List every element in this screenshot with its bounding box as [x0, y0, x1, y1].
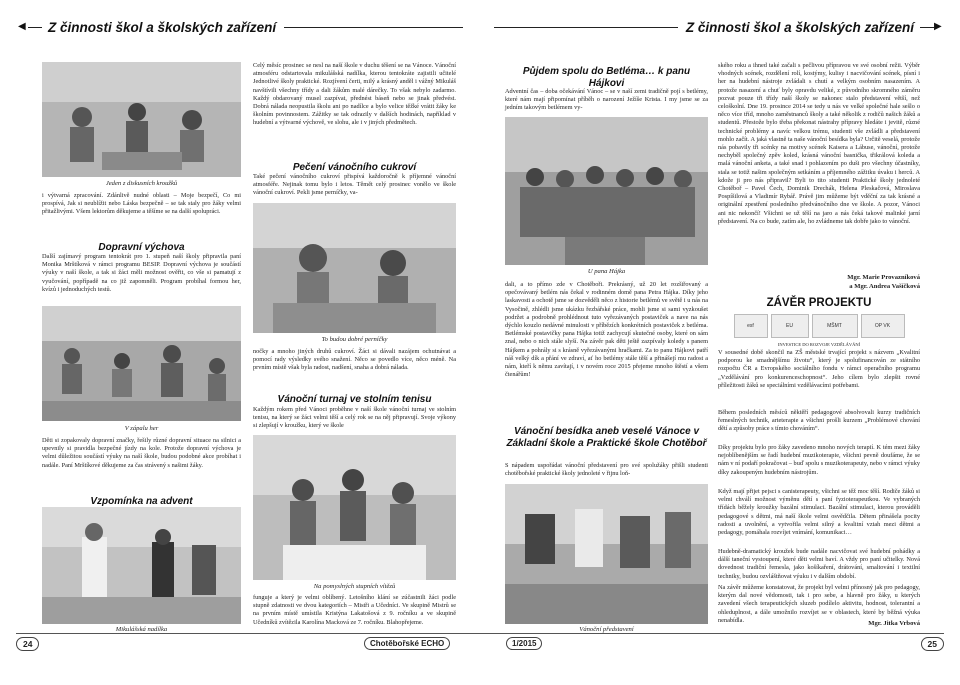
heading-christmas-show: Vánoční besídka aneb veselé Vánoce v Základní škole a Praktické škole Chotěboř [506, 426, 707, 449]
col2-text2: Také pečení vánočního cukroví přispívá každoročně k příjemné vánoční atmosféře. Nejinak tomu bylo i letos. Těmět celý prosinec vonělo ve škole vánoční cukroví. Pekli jsme perníčky, va- [253, 173, 456, 197]
photo-st-nicholas [42, 507, 241, 624]
footer [16, 633, 944, 650]
col4-text6: Hudebně-dramatický kroužek bude nadále nacvičovat své hudební pohádky a dálší taneční vystoupení, které děti velmi baví. A vždy pro paní učitelky. Nová dovednost tradiční řemesla, jako košíkaření, drátování, smaltování i textilní techniky, budou ozvláštňovat výuku i v dalším období. [718, 548, 920, 580]
heading-traffic-education: Dopravní výchova [98, 242, 185, 253]
heading-advent: Vzpomínka na advent [90, 496, 193, 507]
col2-text1: Celý měsíc prosinec se nesl na naší škole v duchu těšení se na Vánoce. Vánoční atmosféru odstartovala mikulášská nadílka, kterou tentokráte zajistili učitelé Jednotlivé školy praktické. Rozjívení čerti, milý a krásný anděl i vážný Mikuláš navštívili všechny třídy a dali žákům malé dárečky. To však nebylo zadarmo. Každý obdarovaný musel zazpívat, přednést báseň nebo se jinak předvést. Dobrá nálada neopustila školu ani po nadílce a bylo velice těžké vrátit žáky ke školním povinnostem. Zážitky se tak odrazily v dalších hodinách, například v hudební a výtvarné výchově, ve slohu, ale i v jiných předmětech. [253, 62, 456, 127]
esf-logo-icon: esf [734, 314, 768, 338]
arrow-left-icon: ◀ [18, 21, 26, 32]
heading-table-tennis: Vánoční turnaj ve stolním tenisu [277, 394, 432, 405]
header-title-left: Z činnosti škol a školských zařízení [48, 19, 277, 35]
caption-gingerbread: To budou dobré perníčky [321, 336, 388, 343]
col3-text2: dali, a to přímo zde v Chotěboři. Prekrásný, už 20 let rozšiřovaný a opečovávaný betlém nás čekal v rodinném domě pana Petra Hájka. Díky jeho laskavosti a ochotě jsme se dozvěděli něco z historie betlémů ve světě i u nás na Vysočině, zhlédli jsme ukázku řezbářské práce, mohli jsme si sami vyzkoušet podržet a podrobně prohlédnout tuto vyřezávaných postaviček a nave na nás dýchlo kouzlo nedávné minulosti v příbězích konkrétních postaviček z betléma. Betlémské postavičky pana Hájka totiž zachycují skutečné osoby, které on sám znal, nebo o nich stále slyší. Na závěr pak děti ještě zazpívaly koledy s panem Hájkem a pohrály si s krásně vyřezávanými hračkami. Za to panu Hájkovi patří náš velký dík a přání ve zdraví, ať ho betlémy stále těší a přinášejí mu radost a nám, kteří k němu zavítají, i v novém roce 2015 přejeme mnoho štěstí a všem čtenářům! [505, 281, 708, 379]
photo-discussion-circle [42, 62, 241, 177]
col4-text5: Když mají přijet pejsci s canisterapeuty, všichni se těž moc těší. Rodiče žáků si velmi chválí možnost výměnu dětí s paní fyzioterapeutkou. Ve vybraných třídách běžely kroužky bazální stimulaci. Bazální stimulaci, kterou prováděli pedagogové s dětmi, má naší škole velmi osvědčila. Dětem přinášela pocity radosti a uvolnění, a vytvořila velmi silný a kvalitní vztah mezi dětmi a pedagogy, pomáhala rozvíjet vnímání, komunikaci… [718, 488, 920, 537]
col2-text5: funguje a který je velmi oblíbený. Letošního klání se zúčastnili žáci podle stupně zdatnosti ve dvou kategoriích – Mistři a Učedníci. Ve skupině Mistrů se na prvním místě umístila Kristýna Lakatošová z 9. ročníku a ve skupině Učedníků zvítězila Karolína Macková ze 7. ročníku. Blahopřejeme. [253, 594, 456, 626]
caption-christmas-show: Vánoční představení [579, 626, 634, 633]
eu-flag-icon: EU [771, 314, 809, 338]
photo-christmas-show [505, 484, 708, 624]
op-vk-logo-icon: OP VK [861, 314, 905, 338]
col2-text3: nočky a mnoho jiných druhů cukroví. Žáci si dávali nazájem ochutnávat a pomocí rady výsledky svého snažení. Něco se povedlo více, něco méně. Na prvním místě však byla radost, nadšení, snaha a dobrá nálada. [253, 348, 456, 372]
heading-bethlehem: Půjdem spolu do Betléma… k panu Hájkovi [522, 66, 691, 89]
logo-strip [718, 310, 920, 347]
col3-text3: S nápadem uspořádat vánoční představení pro své spolužáky přišli studenti chotěbořské praktické školy jednoleté v řijnu loň- [505, 462, 708, 478]
page-number-left: 24 [16, 637, 39, 651]
col4-text4: Díky projektu bylo pro žáky zavedeno mnoho nových terapií. K tém mezi žáky nejoblíbenějším se řadí hudební muzikoterapie, všichni pevně doufáme, že se nám v ní podaří pokračovat – buď spolu s muzikoterapeuty, nebo v rámci výuky díky zakoupeným hudebním nástrojům. [718, 444, 920, 476]
col1-text3: Děti si zopakovaly dopravní značky, řešily různé dopravní situace na silnici a upevnily si pravidla bezpečné jízdy na kole. Protože dopravní výchova je velmi důležitou součástí výuky na naší škole, budou podobné akce probíhat i nadále. Paní Mrštíkové děkujeme za čas strávený s našimi žáky. [42, 437, 241, 469]
caption-mr-hajek: U pana Hájka [587, 268, 626, 275]
page-number-right: 25 [921, 637, 944, 651]
photo-podium [253, 435, 456, 580]
col2-text4: Každým rokem před Vánoci proběhne v naší škole vánoční turnaj ve stolním tenisu, na který se žáci velmi těší a celý rok se na něj připravují. Svoje výkony si zlepšují v kroužku, který ve škole [253, 406, 456, 430]
col1-text1: i výtvarná zpracování. Zdánlivě nudné oblasti – Moje bezpečí, Co mi prospívá, Jak si neublížit nebo Láska bezpečně – se tak staly pro žáky velmi přitažlivými. Všem lektorům děkujeme a těšíme se na další spolupráci. [42, 192, 241, 216]
footer-issue: 1/2015 [506, 637, 542, 650]
header-rule [494, 27, 678, 28]
heading-project-conclusion: ZÁVĚR PROJEKTU [766, 297, 872, 309]
heading-cookies: Pečení vánočního cukroví [292, 162, 417, 173]
header-rule [28, 27, 42, 28]
footer-magazine-name: Chotěbořské ECHO [364, 637, 450, 650]
col4-text1: ského roku a ihned také začali s pečlivou přípravou ve své osobní režii. Výběr vhodných scének, rozdělení rolí, kostýmy, kulisy i nacvičování scének, písní i her na hudební nástroje zvládali s chutí a velkým osobním nasazením. A protože nasazení a chuť byly opravdu veliké, z původního skromného záměru pozvat pouze tři třídy naší školy se nakonec stalo představení větší, než celoškolní. Dne 19. prosince 2014 se tedy u nás ve velké společné hale sešlo o něco více tříd, mnoho zaměstnanců školy a také několik z rodičů našich žáků a studentů. Přestože bylo třeba překonat nástrahy přípravy hledáte i jevitě, různé technické problémy a navíc velkou trému, studenti vše zvládli a představení mohlo začít. A jaká vlastně ta naše vánoční besídka byla? Určitě veselá, protože nás pobavily tři scénky na motivy scének Kaisera a Lábuse, vánoční, protože nechyběl společný zpěv koled, krásná vánoční basnička, třikrálová koleda a malá vánoční anketa, a také snad i pohlazením po duši pro všechny účastníky, stala se totiž našim společným setkáním a příjemného zážitku úvaku i herců. A kdože ji pro nás připravil? Byli to tito studenti Praktické školy jednoleté Chotěboř – Pavel Čech, Dominik Drechák, Helena Pleskačová, Miroslava Pospíšilová a Vladimír Rybář. Právě jim můžeme být vděční za tak krásné a originální zpestření posledního předvánočního dne ve škole. A pozor, Vánoci ani nic nekončí! Všichni se už těší na jaro a nás čeká takové malinké jarní představení. Na co bude, zatím ale, ho zvládneme tak dobře jako to vánoční. [718, 62, 920, 225]
caption-discussion: Jeden z diskusních kroužků [105, 180, 178, 187]
col4-text7: Na závěr můžeme konstatovat, že projekt byl velmi přínosný jak pro pedagogy, kterým dal nové vědomosti, tak i pro sebe, a hlavně pro žáky, u kterých zavedení všech terapeutických sluzeb podílelo aktivitu, hodnost, tolerantní a ohleduplnost, a dále umožnilo rozvíjet se v oblastech, které by běžná výuka nenabídla. [718, 584, 920, 624]
caption-st-nicholas: Mikulášská nadílka [115, 626, 168, 633]
caption-games: V zápalu her [124, 425, 159, 432]
logo-caption: INVESTICE DO ROZVOJE VZDĚLÁVÁNÍ [777, 342, 861, 347]
photo-gingerbread [253, 203, 456, 333]
col3-text1: Adventní čas – doba očekávání Vánoc – se v naší zemi tradičně pojí s betlémy, které nám mají připomínat příběh o narození Ježíše Krista. I my jsme se za jedním takovým betlémem vy- [505, 88, 708, 112]
header-right [494, 17, 944, 37]
header-left [18, 17, 463, 37]
col4-text2: V sousedné době skončil na ZŠ městské trvající projekt s názvem „Kvalitní podporou ke smadnějšímu životu“, který je spolufinancován ze státního rozpočtu ČR a Evropského sociálního fondu v rámci operačního programu „Vzdělávání pro konkurenceschopnost“. Jeho cílem bylo zlepšit rovné příležitosti žáků se speciálními vzdělávacími potřebami. [718, 349, 920, 389]
arrow-right-icon: ▶ [934, 21, 942, 32]
photo-mr-hajek [505, 117, 708, 265]
header-rule [284, 27, 463, 28]
header-rule [920, 27, 934, 28]
signature-provaznikova: Mgr. Marie Provazníková [847, 274, 920, 281]
photo-games [42, 306, 241, 421]
msmt-logo-icon: MŠMT [812, 314, 858, 338]
header-title-right: Z činnosti škol a školských zařízení [685, 19, 914, 35]
col4-text3: Během posledních měsíců něktěří pedagogové absolvovali kurzy tradičních řemeslných technik, arteterapie a všichni prošli kurzem „Problémové chování dětí a způsoby práce s tímto chováním“. [718, 409, 920, 433]
col1-text2: Další zajímavý program tentokrát pro 1. stupeň naší školy připravila paní Monika Mrštíková v rámci programu BESIP. Dopravní výchova je součástí výuky v naší škole, a tak si žáci měli možnost ověřit, co vše si pamatují z vyučování, popřípadě na co již zapomněli. Program probíhal formou her, kvízů i jednoduchých testů. [42, 253, 241, 293]
signature-vrbova: Mgr. Jitka Vrbová [868, 620, 920, 627]
signature-vasickova: a Mgr. Andrea Vašíčková [849, 283, 920, 290]
caption-podium: Na pomyslných stupních vítězů [313, 583, 396, 590]
